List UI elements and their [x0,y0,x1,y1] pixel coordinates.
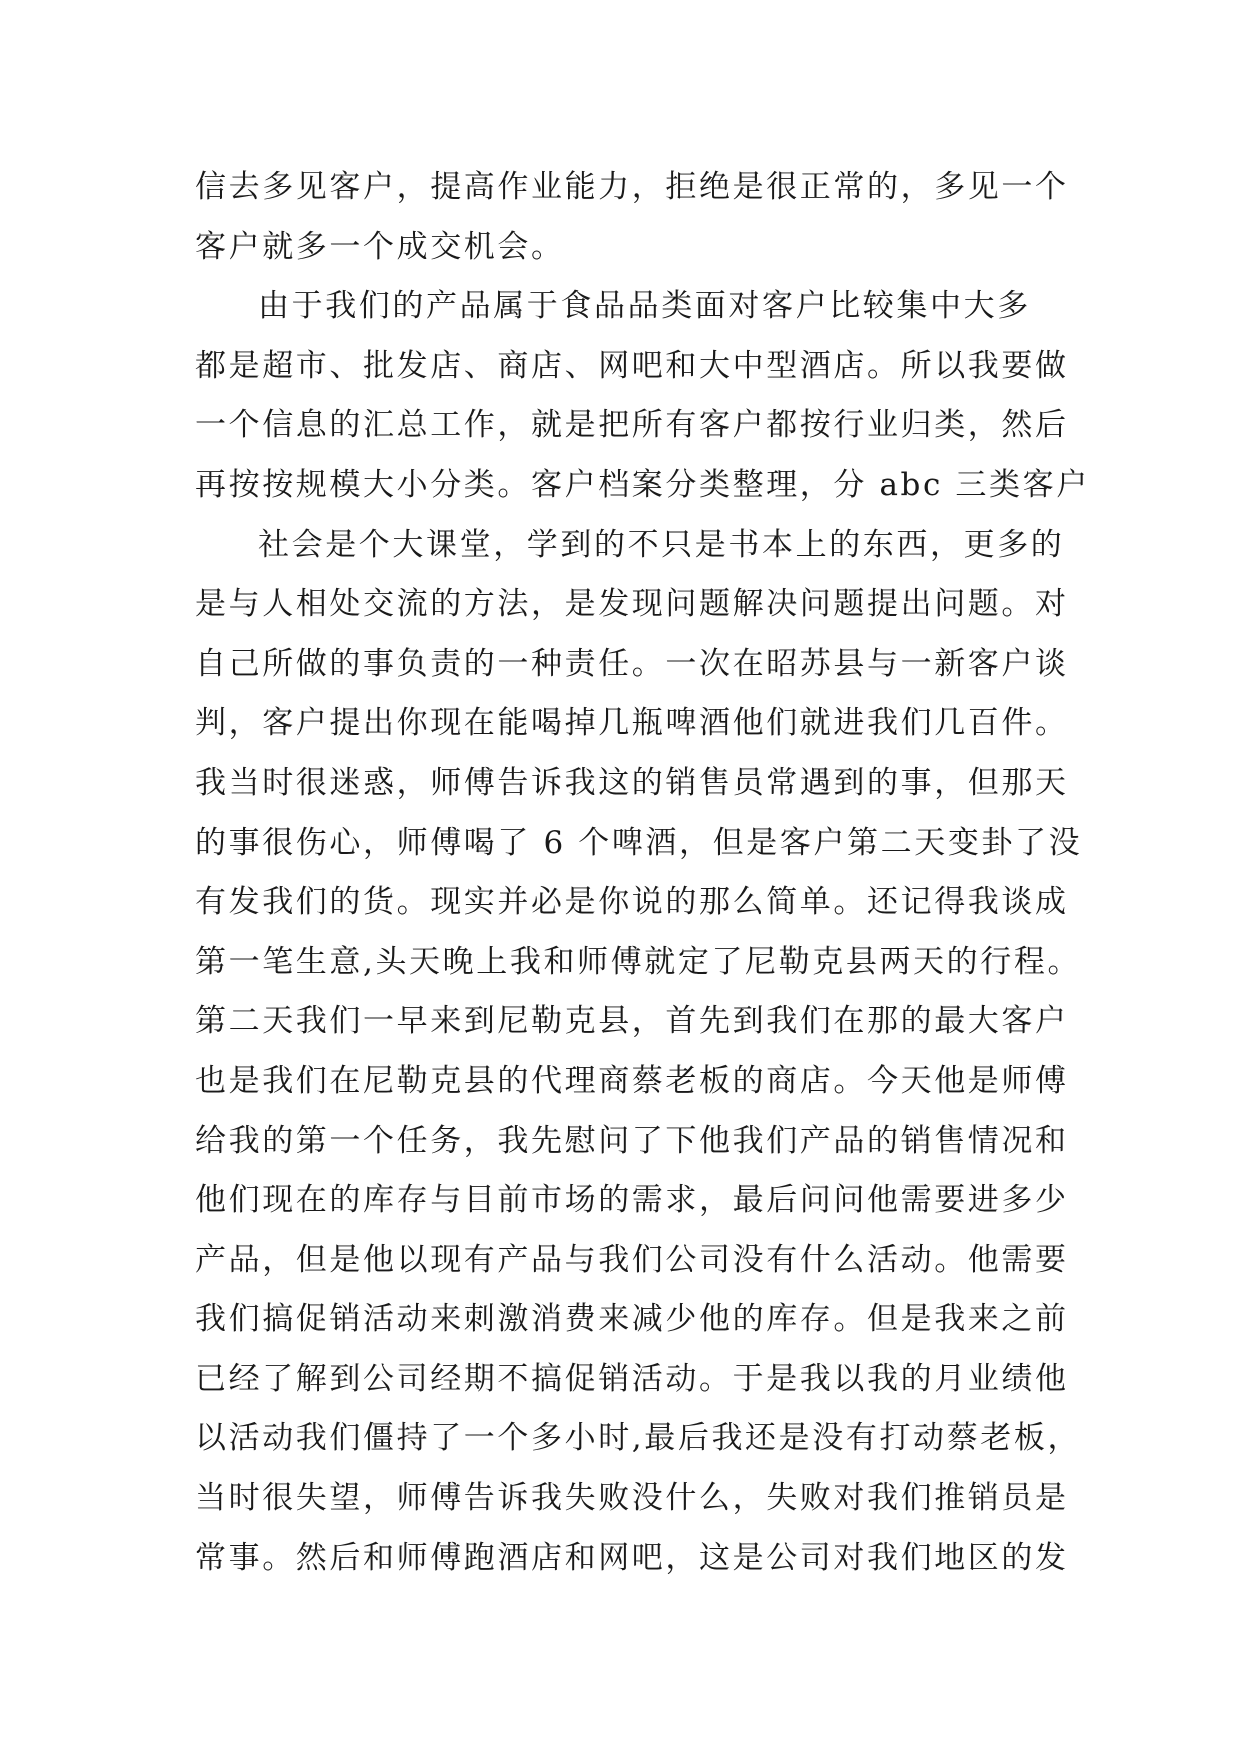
text-line: 第一笔生意,头天晚上我和师傅就定了尼勒克县两天的行程。 [195,943,1082,980]
text-line: 第二天我们一早来到尼勒克县，首先到我们在那的最大客户 [195,1003,1069,1040]
text-line: 都是超市、批发店、商店、网吧和大中型酒店。所以我要做 [195,347,1069,384]
text-line: 有发我们的货。现实并必是你说的那么简单。还记得我谈成 [195,884,1069,921]
paragraph-first-line: 社会是个大课堂，学到的不只是书本上的东西，更多的 [258,526,1065,563]
text-line: 给我的第一个任务，我先慰问了下他我们产品的销售情况和 [195,1122,1069,1159]
text-line: 也是我们在尼勒克县的代理商蔡老板的商店。今天他是师傅 [195,1062,1069,1099]
text-line: 产品，但是他以现有产品与我们公司没有什么活动。他需要 [195,1241,1069,1278]
text-line: 以活动我们僵持了一个多小时,最后我还是没有打动蔡老板， [195,1420,1082,1457]
text-line: 信去多见客户，提高作业能力，拒绝是很正常的，多见一个 [195,169,1069,205]
text-line: 一个信息的汇总工作，就是把所有客户都按行业归类，然后 [195,407,1069,444]
text-line: 已经了解到公司经期不搞促销活动。于是我以我的月业绩他 [195,1360,1069,1397]
text-line: 判，客户提出你现在能喝掉几瓶啤酒他们就进我们几百件。 [195,705,1069,742]
text-line: 我当时很迷惑，师傅告诉我这的销售员常遇到的事，但那天 [195,764,1069,801]
text-line: 常事。然后和师傅跑酒店和网吧，这是公司对我们地区的发 [195,1539,1069,1576]
paragraph-first-line: 由于我们的产品属于食品品类面对客户比较集中大多 [258,288,1031,325]
text-line: 当时很失望，师傅告诉我失败没什么，失败对我们推销员是 [195,1480,1069,1517]
text-line: 再按按规模大小分类。客户档案分类整理，分 abc 三类客户 [195,466,1090,503]
text-line: 是与人相处交流的方法，是发现问题解决问题提出问题。对 [195,586,1069,623]
text-line: 我们搞促销活动来刺激消费来减少他的库存。但是我来之前 [195,1301,1069,1338]
text-line: 自己所做的事负责的一种责任。一次在昭苏县与一新客户谈 [195,645,1069,682]
text-line: 他们现在的库存与目前市场的需求，最后问问他需要进多少 [195,1182,1069,1219]
text-line: 客户就多一个成交机会。 [195,228,565,265]
text-line: 的事很伤心，师傅喝了 6 个啤酒，但是客户第二天变卦了没 [195,824,1083,861]
body-text [195,158,1090,1588]
